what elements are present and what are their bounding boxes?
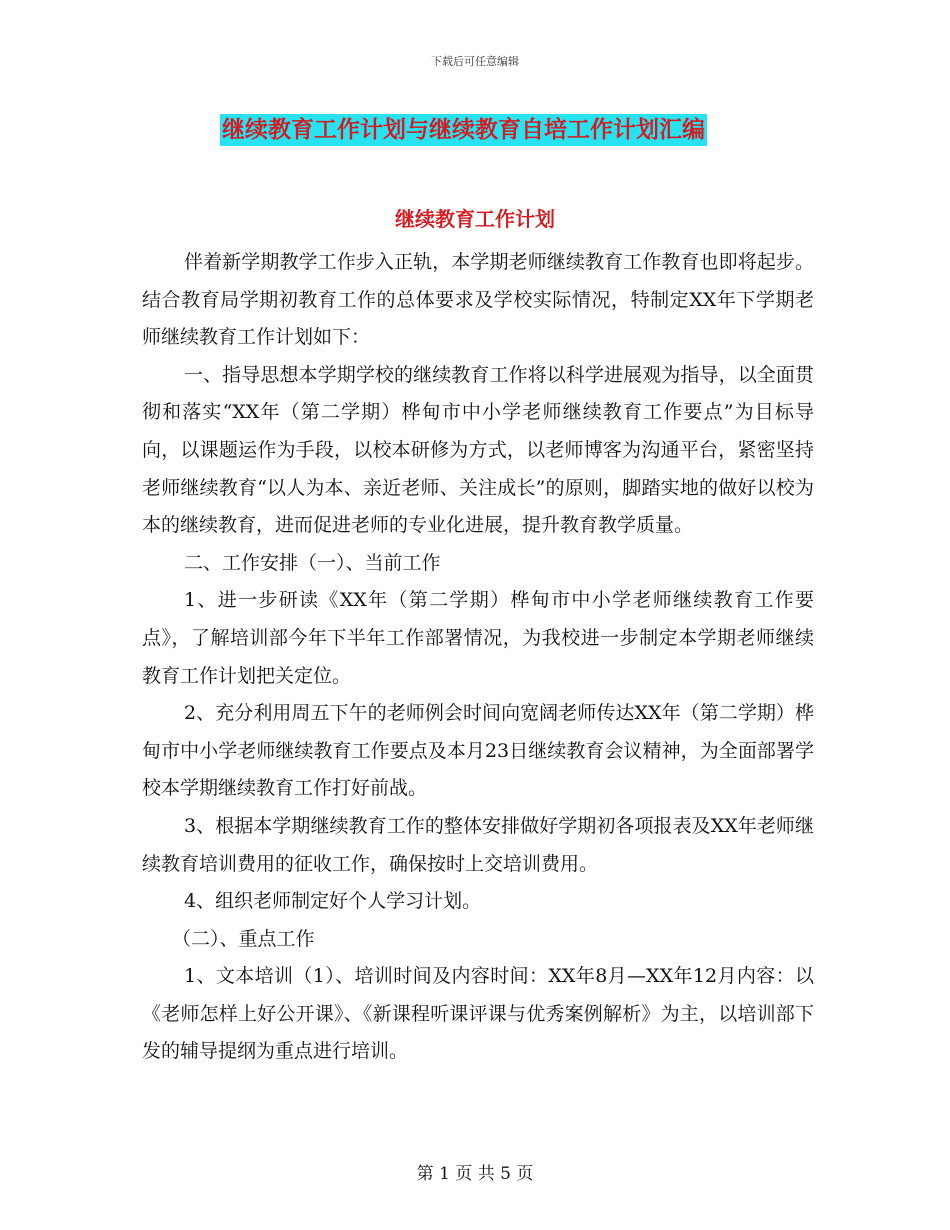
paragraph-key-work: （二）、重点工作 xyxy=(172,927,315,950)
paragraph-work-arrangement: 二、工作安排（一）、当前工作 xyxy=(184,551,441,574)
paragraph-item-4: 4、组织老师制定好个人学习计划。 xyxy=(184,890,482,913)
paragraph-item-1: 1、进一步研读《XX年（第二学期）桦甸市中小学老师继续教育工作要点》，了解培训部今年下半年工作部署情况，为我校进一步制定本学期老师继续教育工作计划把关定位。 xyxy=(142,589,814,687)
paragraph-item-2: 2、充分利用周五下午的老师例会时间向宽阔老师传达XX年（第二学期）桦甸市中小学老师继续教育工作要点及本月23日继续教育会议精神，为全面部署学校本学期继续教育工作打好前战。 xyxy=(142,702,814,800)
section-title: 继续教育工作计划 xyxy=(395,207,555,231)
document-body xyxy=(142,244,814,1071)
paragraph-item-3: 3、根据本学期继续教育工作的整体安排做好学期初各项报表及XX年老师继续教育培训费用的征收工作，确保按时上交培训费用。 xyxy=(142,814,814,875)
document-title: 继续教育工作计划与继续教育自培工作计划汇编 xyxy=(220,114,707,146)
page-number-footer: 第 1 页 共 5 页 xyxy=(416,1164,534,1184)
page-header-note: 下载后可任意编辑 xyxy=(431,55,519,68)
paragraph-guiding-thought: 一、指导思想本学期学校的继续教育工作将以科学进展观为指导，以全面贯彻和落实“XX年（第二学期）桦甸市中小学老师继续教育工作要点”为目标导向，以课题运作为手段，以校本研修为方式，以老师博客为沟通平台，紧密坚持老师继续教育“以人为本、亲近老师、关注成长”的原则，脚踏实地的做好以校为本的继续教育，进而促进老师的专业化进展，提升教育教学质量。 xyxy=(142,363,814,537)
paragraph-intro: 伴着新学期教学工作步入正轨，本学期老师继续教育工作教育也即将起步。结合教育局学期初教育工作的总体要求及学校实际情况，特制定XX年下学期老师继续教育工作计划如下： xyxy=(142,251,814,349)
paragraph-training: 1、文本培训（1）、培训时间及内容时间：XX年8月—XX年12月内容：以《老师怎样上好公开课》、《新课程听课评课与优秀案例解析》为主，以培训部下发的辅导提纲为重点进行培训。 xyxy=(142,965,814,1063)
